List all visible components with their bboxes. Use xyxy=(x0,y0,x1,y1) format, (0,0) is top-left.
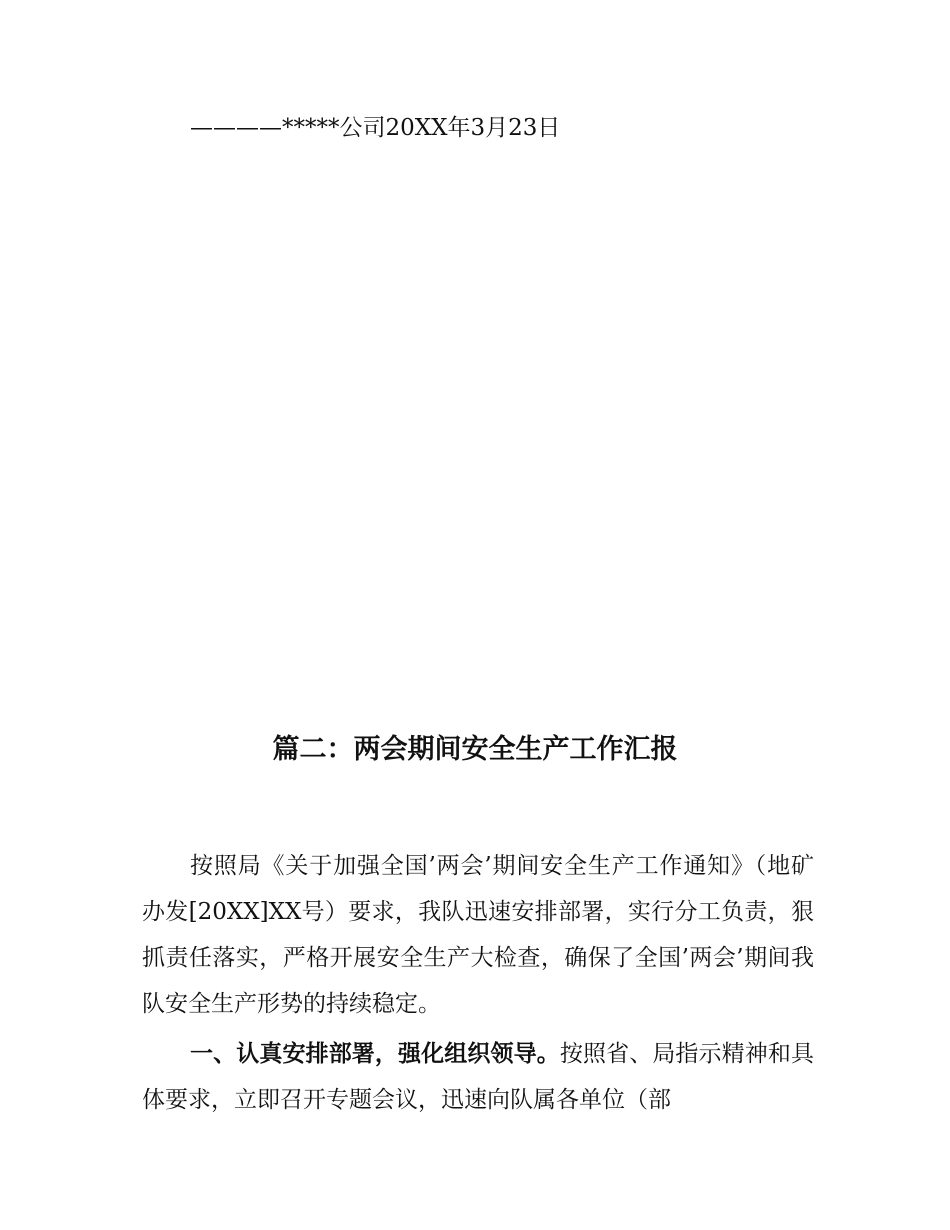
paragraph-body: 按照省、局指示精神和具体要求，立即召开专题会议，迅速向队属各单位（部 xyxy=(142,1041,815,1113)
signature-line: ————*****公司20XX年3月23日 xyxy=(190,115,561,141)
paragraph-intro-text: 按照局《关于加强全国’两会’期间安全生产工作通知》（地矿办发[20XX]XX号）要求，我队迅速安排部署，实行分工负责，狠抓责任落实，严格开展安全生产大检查，确保了全国’两会’期间我队安全生产形势的持续稳定。 xyxy=(142,853,814,1017)
paragraph-intro xyxy=(142,843,814,1027)
paragraph-heading: 一、认真安排部署，强化组织领导。 xyxy=(190,1041,560,1067)
paragraph-section-one xyxy=(142,1031,814,1123)
section-title: 篇二：两会期间安全生产工作汇报 xyxy=(272,734,678,765)
